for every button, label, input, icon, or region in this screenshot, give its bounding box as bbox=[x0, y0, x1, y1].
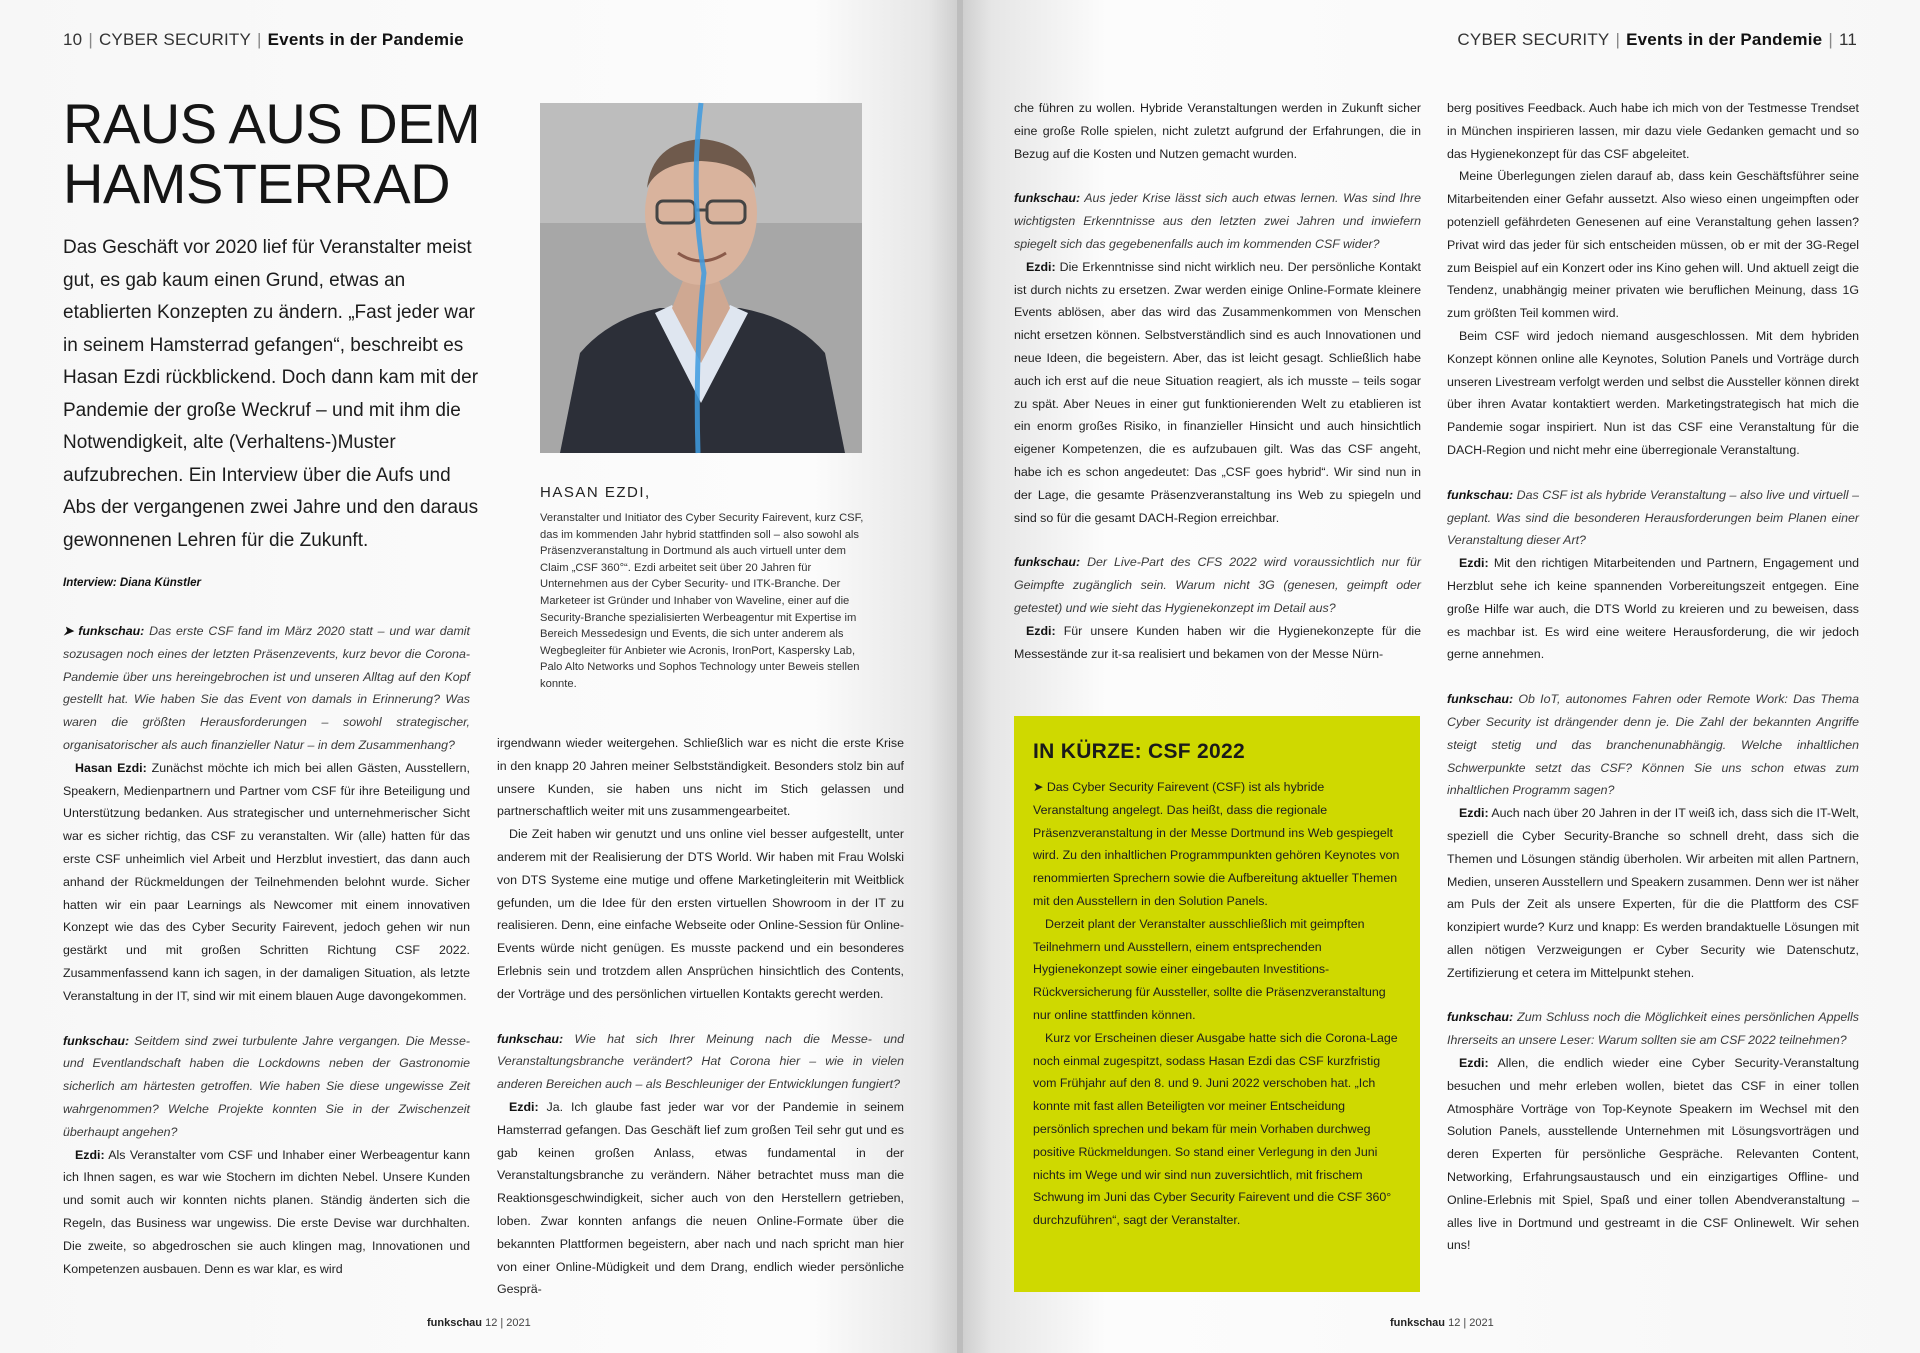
answer-text: Allen, die endlich wieder eine Cyber Security-Veranstaltung besuchen und mehr erleben wollen, bietet das CSF in einer tollen Atmosphäre Vorträge von Top-Keynote Speakern im Wechsel mit den Solution Panels, ausstellende Unternehmen mit Lösungsvorträgen und deren Experten für persönliche Gespräche. Relevanten Content, Networking, Erfahrungsaustausch und ein einzigartiges Offline- und Online-Erlebnis mit Spiel, Spaß und einer tollen Abendveranstaltung – alles live in Dortmund und gestreamt in die CSF Onlinewelt. Wir sehen uns! bbox=[1447, 1056, 1859, 1253]
answer-8 bbox=[1447, 1052, 1859, 1257]
question-6 bbox=[1447, 484, 1859, 552]
article-title bbox=[63, 94, 503, 214]
answer-2 bbox=[63, 1144, 470, 1281]
question-3 bbox=[497, 1028, 904, 1096]
paragraph: Meine Überlegungen zielen darauf ab, dass kein Geschäftsführer seine Mitarbeitenden einer Gefahr aussetzt. Also wieso einen ungeimpften oder potenziell gefährdeten Genesenen auf eine Veranstaltung gehen lassen? Privat wird das jeder für sich entscheiden müssen, ob er mit der 3G-Regel zum Beispiel auf ein Konzert oder ins Kino gehen will. Und aktuell zeigt die Tendenz, unabhängig meiner privaten wie beruflichen Meinung, dass 1G zum größten Teil kommen wird. bbox=[1447, 169, 1859, 321]
answer-6 bbox=[1447, 552, 1859, 666]
question-text: Das erste CSF fand im März 2020 statt – und war damit sozusagen noch eines der letzten Präsenzevents, kurz bevor die Corona-Pandemie über uns hereingebrochen ist und unseren Alltag auf den Kopf gestellt hat. Wie haben Sie das Event von damals in Erinnerung? Was waren die größten Herausforderungen – sowohl strategischer, organisatorischer als auch finanzieller Natur – in dem Zusammenhang? bbox=[63, 624, 470, 752]
answer-text: Zunächst möchte ich mich bei allen Gästen, Ausstellern, Speakern, Medienpartnern und Partner vom CSF für ihre Beteiligung und Unterstützung bedanken. Aus strategischer und unternehmerischer Sicht war es sicher richtig, das CSF zu veranstalten. Wir (alle) hatten für das erste CSF unheimlich viel Arbeit und Herzblut investiert, das dann auch anhand der Rückmeldungen der Teilnehmenden belohnt wurde. Sicher hatten wir ein paar Learnings als Newcomer mit einem innovativen Konzept wie das des Cyber Security Fairevent, jedoch gehen wir nun gestärkt und mit großen Schritten Richtung CSF 2022. Zusammenfassend kann ich sagen, in der damaligen Situation, als letzte Veranstaltung in der IT, sind wir mit einem blauen Auge davongekommen. bbox=[63, 760, 470, 1003]
answer-text: Die Erkenntnisse sind nicht wirklich neu. Der persönliche Kontakt ist durch nichts zu ersetzen. Zwar werden einige Online-Formate kleinere Events ablösen, aber das wird das Zusammenkommen von Menschen nicht ersetzen können. Selbstverständlich sind es auch Innovationen und neue Ideen, die begeistern. Aber, das ist leicht gesagt. Schließlich habe auch ich erst auf die neue Situation reagiert, als ich musste – teils sogar zu spät. Aber Neues in einer gut funktionierenden Welt zu etablieren ist ein enorm großes Risiko, in finanzieller Hinsicht und auch hinsichtlich eigener Kompetenzen, die es aufzubauen gilt. Was das CSF angeht, habe ich es schon angedeutet: Das „CSF goes hybrid“. Wir sind nun in der Lage, die gesamte Präsenzveranstaltung ins Web zu spiegeln und sind so für die gesamt DACH-Region erreichbar. bbox=[1014, 259, 1421, 525]
question-text: Wie hat sich Ihrer Meinung nach die Messe- und Veranstaltungsbranche verändert? Hat Corona hier – wie in vielen anderen Bereichen auch – als Beschleuniger der Entwicklungen fungiert? bbox=[497, 1031, 904, 1092]
byline: Interview: Diana Künstler bbox=[63, 577, 202, 589]
question-7 bbox=[1447, 688, 1859, 802]
text-column-4 bbox=[1447, 97, 1859, 1257]
spacer bbox=[1447, 666, 1859, 688]
caption-name: HASAN EZDI, bbox=[540, 484, 651, 501]
paragraph: berg positives Feedback. Auch habe ich mich von der Testmesse Trendset in München inspirieren lassen, mir dazu viele Gedanken gemacht und so das Hygienekonzept für das CSF abgeleitet. bbox=[1447, 101, 1859, 161]
spacer bbox=[1014, 529, 1421, 551]
footer-right bbox=[1390, 1317, 1494, 1329]
question-4 bbox=[1014, 187, 1421, 255]
answer-text: Auch nach über 20 Jahren in der IT weiß ich, dass sich die IT-Welt, speziell die Cyber Security-Branche so schnell dreht, dass sich die Themen und Lösungen ständig überholen. Wir arbeiten mit allen Partnern, Medien, unseren Ausstellern und Speakern zusammen. Denn wer ist näher am Puls der Zeit als unsere Experten, für die die Plattform des CSF konzipiert wurde? Kurz und knapp: Es werden brandaktuelle Lösungen mit allen nötigen Verzweigungen er Cyber Security wie Datenschutz, Zertifizierung et cetera im Mittelpunkt stehen. bbox=[1447, 806, 1859, 980]
footer-issue: 12 | 2021 bbox=[1448, 1317, 1494, 1329]
info-box-heading: IN KÜRZE: CSF 2022 bbox=[1033, 740, 1245, 763]
question-text: Ob IoT, autonomes Fahren oder Remote Work: Das Thema Cyber Security ist drängender denn je. Die Zahl der bekannten Angriffe steigt stetig und das branchenunabhängig. Welche inhaltlichen Schwerpunkte setzt das CSF? Können Sie uns schon etwas zum inhaltlichen Programm sagen? bbox=[1447, 692, 1859, 798]
running-header-right bbox=[1457, 30, 1857, 50]
caption-text: Veranstalter und Initiator des Cyber Security Fairevent, kurz CSF, das im kommenden Jahr hybrid stattfinden soll – also sowohl als Präsenzveranstaltung in Dortmund als auch virtuell unter dem Claim „CSF 360°“. Ezdi arbeitet seit über 20 Jahren für Unternehmen aus der Cyber Security- und ITK-Branche. Der Marketeer ist Gründer und Inhaber von Waveline, einer auf die Security-Branche spezialisierten Werbeagentur mit Expertise im Bereich Messedesign und Events, die sich unter anderem als Wegbegleiter für Anbieter wie Acronis, IronPort, Kaspersky Lab, Palo Alto Networks und Sophos Technology unter Beweis stellen konnte. bbox=[540, 512, 864, 690]
question-text: Der Live-Part des CFS 2022 wird voraussichtlich nur für Geimpfte zugänglich sein. Warum nicht 3G (genesen, geimpft oder getestet) und wie sieht das Hygienekonzept im Detail aus? bbox=[1014, 555, 1421, 615]
spacer bbox=[497, 1006, 904, 1028]
spacer bbox=[63, 1008, 470, 1030]
header-separator: | bbox=[1615, 30, 1621, 49]
question-2 bbox=[63, 1030, 470, 1144]
answer-4 bbox=[1014, 256, 1421, 530]
question-8 bbox=[1447, 1006, 1859, 1052]
paragraph: irgendwann wieder weitergehen. Schließlich war es nicht die erste Krise in den knapp 20 Jahren meiner Selbstständigkeit. Besonders stolz bin auf unsere Kunden, sie haben uns nicht im Stich gelassen und partnerschaftlich weiter mit uns zusammengearbeitet. bbox=[497, 736, 904, 819]
footer-left bbox=[427, 1317, 531, 1329]
title-line-2: HAMSTERRAD bbox=[63, 152, 451, 215]
text-column-3 bbox=[1014, 97, 1421, 665]
question-text: Zum Schluss noch die Möglichkeit eines persönlichen Appells Ihrerseits an unsere Leser: Warum sollten sie am CSF 2022 teilnehmen? bbox=[1447, 1010, 1859, 1048]
answer-text: Mit den richtigen Mitarbeitenden und Partnern, Engagement und Herzblut sehe ich keine spannenden Vorbereitungszeit entgegen. Eine große Hilfe war auch, die DTS World zu kreieren und zu beweisen, dass es machbar ist. Es wird eine weitere Herausforderung, die wir jedoch gerne annehmen. bbox=[1447, 556, 1859, 662]
paragraph: che führen zu wollen. Hybride Veranstaltungen werden in Zukunft sicher eine große Rolle spielen, nicht zuletzt aufgrund der Erfahrungen, die in Bezug auf die Kosten und Nutzen gemacht wurden. bbox=[1014, 101, 1421, 161]
header-section-right: CYBER SECURITY bbox=[1457, 30, 1610, 49]
answer-label: Ezdi: bbox=[75, 1147, 105, 1162]
question-label: funkschau: bbox=[63, 1033, 130, 1048]
footer-issue: 12 | 2021 bbox=[485, 1317, 531, 1329]
answer-7 bbox=[1447, 802, 1859, 984]
header-subsection-left: Events in der Pandemie bbox=[267, 30, 464, 49]
question-text: Das CSF ist als hybride Veranstaltung – also live und virtuell – geplant. Was sind die besonderen Herausforderungen beim Planen einer Veranstaltung dieser Art? bbox=[1447, 487, 1859, 548]
portrait-photo bbox=[540, 103, 862, 453]
header-separator: | bbox=[1828, 30, 1833, 49]
header-separator: | bbox=[257, 30, 262, 49]
question-text: Aus jeder Krise lässt sich auch etwas lernen. Was sind Ihre wichtigsten Erkenntnisse aus den letzten zwei Jahren und inwiefern spiegelt sich das gegebenenfalls auch im kommenden CSF wider? bbox=[1014, 191, 1421, 251]
answer-5 bbox=[1014, 620, 1421, 666]
answer-label: Ezdi: bbox=[1459, 1056, 1489, 1071]
question-label: funkschau: bbox=[497, 1031, 564, 1046]
answer-label: Ezdi: bbox=[1026, 623, 1056, 638]
paragraph: Die Zeit haben wir genutzt und uns online viel besser aufgestellt, unter anderem mit der Realisierung der DTS World. Wir haben mit Frau Wolski von DTS Systeme eine mutige und offene Marketingleiterin mit Weitblick gefunden, um die Idee für den ersten virtuellen Showroom in der IT zu realisieren. Denn, eine einfache Webseite oder Online-Session für Online-Events würde nicht genügen. Es musste packend und ein besonderes Erlebnis sein und trotzdem allen Ansprüchen hinsichtlich des Contents, der Vorträge und des persönlichen virtuellen Kontakts gerecht werden. bbox=[497, 827, 904, 1001]
paragraph: ➤ Das Cyber Security Fairevent (CSF) ist als hybride Veranstaltung angelegt. Das heißt, dass die regionale Präsenzveranstaltung in der Messe Dortmund ins Web gespiegelt wird. Zu den inhaltlichen Programmpunkten gehören Keynotes von renommierten Sprechern sowie die Aufbereitung aktueller Themen mit den Ausstellern in den Solution Panels. bbox=[1033, 780, 1400, 908]
page-number-right: 11 bbox=[1838, 30, 1857, 49]
question-label: funkschau: bbox=[1447, 692, 1514, 707]
answer-1 bbox=[63, 757, 470, 1008]
answer-3 bbox=[497, 1096, 904, 1301]
answer-label: Ezdi: bbox=[1459, 806, 1489, 821]
header-section-left: CYBER SECURITY bbox=[98, 30, 251, 49]
answer-label: Hasan Ezdi: bbox=[75, 760, 147, 775]
title-line-1: RAUS AUS DEM bbox=[63, 92, 481, 155]
question-label: funkschau: bbox=[1014, 191, 1081, 206]
running-header-left bbox=[63, 30, 464, 50]
question-label: funkschau: bbox=[1014, 555, 1081, 570]
answer-label: Ezdi: bbox=[1459, 556, 1489, 571]
question-label: ➤ funkschau: bbox=[63, 624, 145, 638]
footer-brand: funkschau bbox=[427, 1317, 483, 1329]
question-label: funkschau: bbox=[1447, 1010, 1514, 1025]
answer-label: Ezdi: bbox=[1026, 259, 1056, 274]
info-box-in-kuerze bbox=[1014, 716, 1420, 1292]
paragraph: Kurz vor Erscheinen dieser Ausgabe hatte sich die Corona-Lage noch einmal zugespitzt, sodass Hasan Ezdi das CSF kurzfristig vom Frühjahr auf den 8. und 9. Juni 2022 verschoben hat. „Ich konnte mit fast allen Beteiligten vor meiner Entscheidung persönlich sprechen und bekam für mein Vorhaben durchweg positive Rückmeldungen. So stand einer Verlegung in den Juni nichts im Wege und wir sind nun zuversichtlich, mit frischem Schwung im Juni das Cyber Security Fairevent und die CSF 360° durchzuführen“, sagt der Veranstalter. bbox=[1033, 1030, 1398, 1228]
info-box-text bbox=[1033, 776, 1403, 1232]
answer-label: Ezdi: bbox=[509, 1099, 539, 1114]
question-1 bbox=[63, 620, 470, 757]
answer-text: Für unsere Kunden haben wir die Hygienekonzepte für die Messestände zur it-sa realisiert und bekamen von der Messe Nürn- bbox=[1014, 623, 1421, 661]
text-column-2 bbox=[497, 732, 904, 1301]
left-page bbox=[0, 0, 957, 1353]
footer-brand: funkschau bbox=[1390, 1317, 1446, 1329]
header-separator: | bbox=[88, 30, 93, 49]
question-label: funkschau: bbox=[1447, 487, 1514, 502]
answer-text: Ja. Ich glaube fast jeder war vor der Pandemie in seinem Hamsterrad gefangen. Das Geschäft lief zum großen Teil sehr gut und es gab keinen großen Anlass, etwas fundamental in der Veranstaltungsbranche zu verändern. Näher betrachtet muss man die Reaktionsgeschwindigkeit, sicher auch von den Herstellern getrieben, loben. Zwar konnten anfangs die neuen Online-Formate über die bekannten Plattformen begeistern, aber nach und nach spricht man hier von einer Online-Müdigkeit und dem Drang, endlich wieder persönliche Gesprä- bbox=[497, 1099, 904, 1297]
paragraph: Beim CSF wird jedoch niemand ausgeschlossen. Mit dem hybriden Konzept können online alle Keynotes, Solution Panels und Vorträge durch unseren Livestream verfolgt werden und selbst die Aussteller können direkt über ihren Avatar kontaktiert werden. Marketingstrategisch hat mich die Pandemie sogar inspiriert. Nun ist das CSF eine Veranstaltung für die DACH-Region und nicht mehr eine überregionale Veranstaltung. bbox=[1447, 328, 1859, 457]
article-lede: Das Geschäft vor 2020 lief für Veranstalter meist gut, es gab kaum einen Grund, etwas an etablierten Konzepten zu ändern. „Fast jeder war in seinem Hamsterrad gefangen“, beschreibt es Hasan Ezdi rückblickend. Doch dann kam mit der Pandemie der große Weckruf – und mit ihm die Notwendigkeit, alte (Verhaltens-)Muster aufzubrechen. Ein Interview über die Aufs und Abs der vergangenen zwei Jahre und den daraus gewonnenen Lehren für die Zukunft. bbox=[63, 237, 479, 551]
header-subsection-right: Events in der Pandemie bbox=[1626, 30, 1823, 49]
page-number-left: 10 bbox=[63, 30, 83, 49]
question-5 bbox=[1014, 551, 1421, 619]
paragraph: Derzeit plant der Veranstalter ausschließlich mit geimpften Teilnehmern und Ausstellern, einem entsprechenden Hygienekonzept sowie einer eingebauten Investitions-Rückversicherung für Aussteller, sollte die Präsenzveranstaltung nur online stattfinden können. bbox=[1033, 916, 1386, 1022]
text-column-1 bbox=[63, 620, 470, 1280]
spacer bbox=[1014, 165, 1421, 187]
answer-text: Als Veranstalter vom CSF und Inhaber einer Werbeagentur kann ich Ihnen sagen, es war wie Stochern im dichten Nebel. Unsere Kunden und somit auch wir konnten nichts planen. Ständig änderten sich die Regeln, das Business war ungewiss. Die erste Devise war durchhalten. Die zweite, so abgedroschen sie auch klingen mag, Innovationen und Kompetenzen ausbauen. Denn es war klar, es wird bbox=[63, 1147, 470, 1276]
spacer bbox=[1447, 984, 1859, 1006]
spacer bbox=[1447, 462, 1859, 484]
question-text: Seitdem sind zwei turbulente Jahre vergangen. Die Messe- und Eventlandschaft haben die Lockdowns neben der Gastronomie sicherlich am härtesten getroffen. Wie haben Sie diese ungewisse Zeit wahrgenommen? Welche Projekte konnten Sie in der Zwischenzeit überhaupt angehen? bbox=[63, 1033, 470, 1139]
portrait-illustration bbox=[540, 103, 862, 453]
